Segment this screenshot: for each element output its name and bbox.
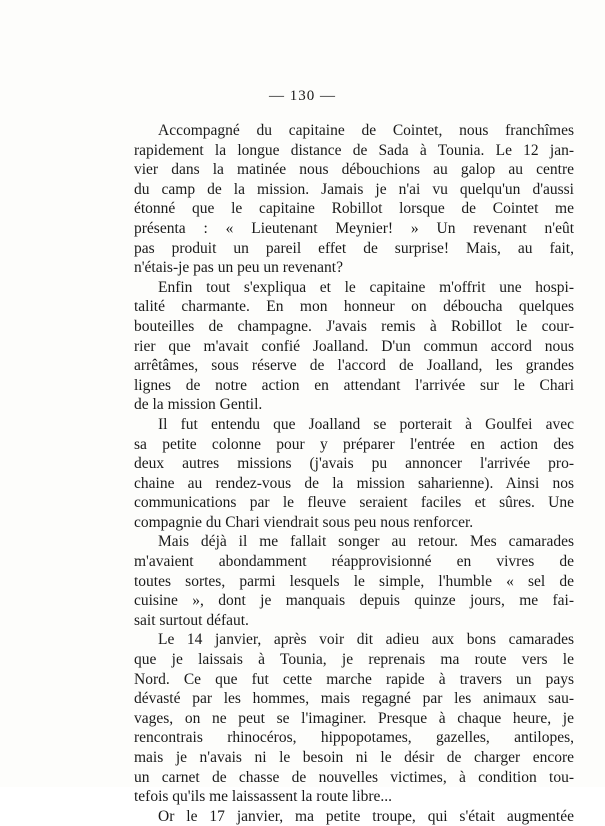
text-line: bouteilles de champagne. J'avais remis à Robillot le cour- xyxy=(134,317,574,335)
text-line: présenta : « Lieutenant Meynier! » Un revenant n'eût xyxy=(134,219,574,237)
text-line: rier que m'avait confié Joalland. D'un commun accord nous xyxy=(134,337,574,355)
text-line: pas produit un pareil effet de surprise! Mais, au fait, xyxy=(134,239,574,257)
paragraph xyxy=(134,807,574,826)
text-line: vages, on ne peut se l'imaginer. Presque à chaque heure, je xyxy=(134,709,574,727)
text-line: rencontrais rhinocéros, hippopotames, gazelles, antilopes, xyxy=(134,729,574,747)
text-line: talité charmante. En mon honneur on déboucha quelques xyxy=(134,298,574,316)
text-line: sa petite colonne pour y préparer l'entrée en action des xyxy=(134,435,574,453)
text-line: m'avaient abondamment réapprovisionné en vivres de xyxy=(134,553,574,571)
text-line: du camp de la mission. Jamais je n'ai vu quelqu'un d'aussi xyxy=(134,180,574,198)
text-line: compagnie du Chari viendrait sous peu nous renforcer. xyxy=(134,513,474,531)
text-line: de la mission Gentil. xyxy=(134,396,263,414)
text-line: toutes sortes, parmi lesquels le simple, l'humble « sel de xyxy=(134,572,574,590)
text-line: sait surtout défaut. xyxy=(134,611,249,629)
text-line: Il fut entendu que Joalland se porterait à Goulfei avec xyxy=(158,415,574,433)
text-line: chaine au rendez-vous de la mission saharienne). Ainsi nos xyxy=(134,474,574,492)
text-line: Le 14 janvier, après voir dit adieu aux bons camarades xyxy=(158,631,574,649)
text-line: deux autres missions (j'avais pu annoncer l'arrivée pro- xyxy=(134,455,574,473)
text-line: communications par le fleuve seraient faciles et sûres. Une xyxy=(134,494,574,512)
text-line: cuisine », dont je manquais depuis quinze jours, me fai- xyxy=(134,592,574,610)
page-number: — 130 — xyxy=(269,88,336,104)
text-line: Nord. Ce que fut cette marche rapide à travers un pays xyxy=(134,670,574,688)
paragraph xyxy=(134,532,574,630)
paragraph xyxy=(134,278,574,415)
text-line: vier dans la matinée nous débouchions au galop au centre xyxy=(134,161,574,179)
text-line: rapidement la longue distance de Sada à Tounia. Le 12 jan- xyxy=(134,141,574,159)
text-line: étonné que le capitaine Robillot lorsque de Cointet me xyxy=(134,200,574,218)
text-line: Enfin tout s'expliqua et le capitaine m'offrit une hospi- xyxy=(158,278,574,296)
paragraph xyxy=(134,121,574,278)
text-line: dévasté par les hommes, mais regagné par les animaux sau- xyxy=(134,690,574,708)
paragraph xyxy=(134,415,574,533)
text-line: que je laissais à Tounia, je reprenais ma route vers le xyxy=(134,651,574,669)
text-line: lignes de notre action en attendant l'arrivée sur le Chari xyxy=(134,376,574,394)
text-line: arrêtâmes, sous réserve de l'accord de Joalland, les grandes xyxy=(134,357,574,375)
text-line: Accompagné du capitaine de Cointet, nous franchîmes xyxy=(158,122,574,139)
paragraph xyxy=(134,630,574,806)
text-line: tefois qu'ils me laissassent la route libre... xyxy=(134,788,393,806)
text-line: un carnet de chasse de nouvelles victimes, à condition tou- xyxy=(134,768,574,786)
text-line: mais je n'avais ni le besoin ni le désir de charger encore xyxy=(134,749,574,766)
text-line: Mais déjà il me fallait songer au retour. Mes camarades xyxy=(158,533,574,551)
text-line: n'étais-je pas un peu un revenant? xyxy=(134,259,343,277)
text-line: Or le 17 janvier, ma petite troupe, qui s'était augmentée xyxy=(158,807,574,825)
text-body xyxy=(134,121,574,826)
